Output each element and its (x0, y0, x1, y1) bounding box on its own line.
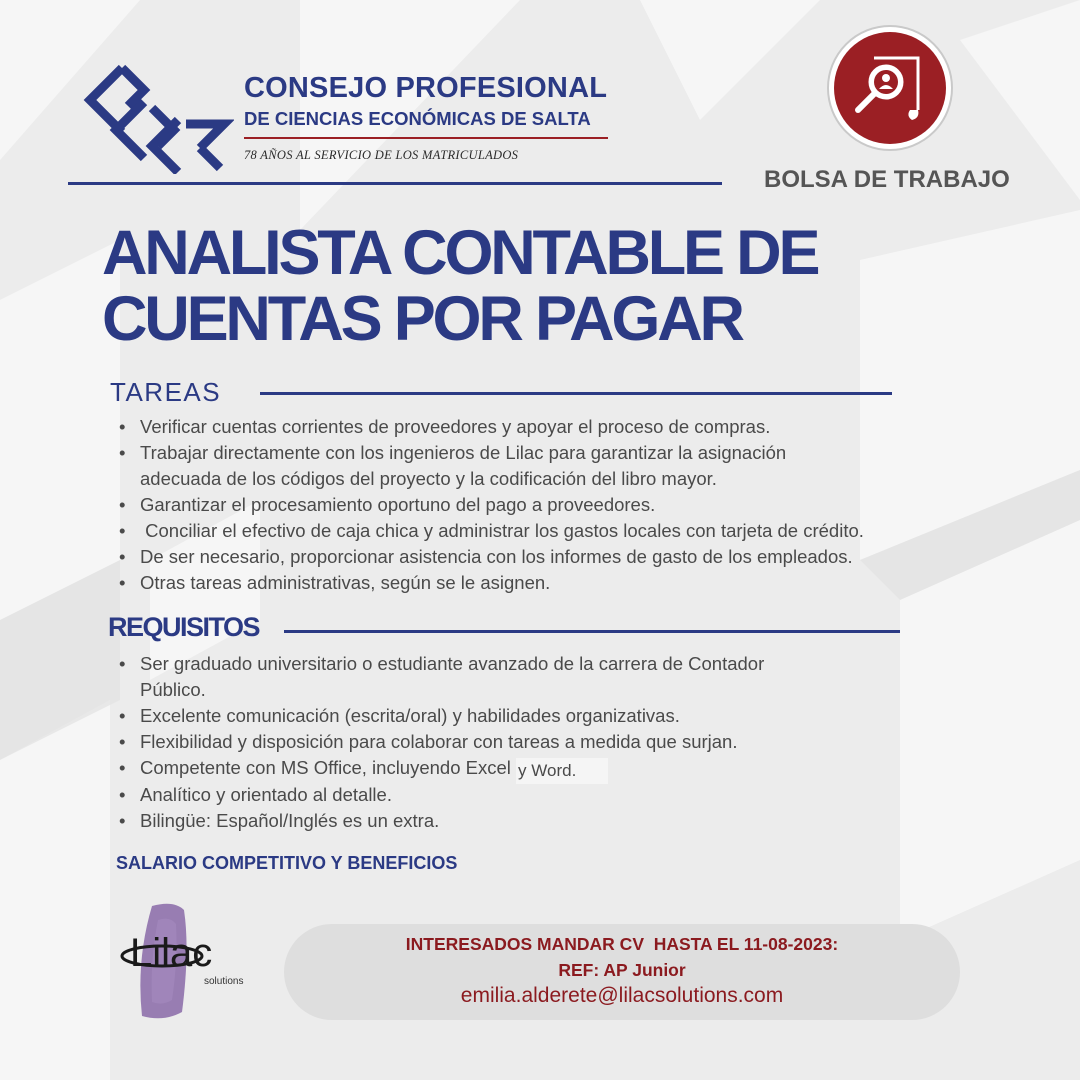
org-divider (244, 137, 608, 139)
org-title: CONSEJO PROFESIONAL (244, 72, 608, 104)
job-title-line: ANALISTA CONTABLE DE (102, 218, 818, 288)
search-person-icon (826, 24, 954, 152)
tasks-heading: TAREAS (110, 377, 222, 407)
tasks-divider (260, 392, 892, 395)
lilac-logo-tagline: solutions (204, 976, 244, 987)
lilac-logo (118, 900, 268, 1024)
tasks-list (118, 414, 864, 596)
org-tagline: 78 AÑOS AL SERVICIO DE LOS MATRICULADOS (244, 148, 519, 162)
list-item: • Garantizar el procesamiento oportuno del pago a proveedores. (118, 492, 864, 518)
job-board-label: BOLSA DE TRABAJO (764, 166, 1010, 193)
lilac-logo-text: Lilac (130, 931, 213, 975)
requirements-heading: REQUISITOS (108, 612, 260, 642)
contact-email-link[interactable]: emilia.alderete@lilacsolutions.com (460, 984, 784, 1007)
list-item: • Analítico y orientado al detalle. (118, 782, 764, 808)
list-item: • De ser necesario, proporcionar asistencia con los informes de gasto de los empleados. (118, 544, 864, 570)
org-subtitle: DE CIENCIAS ECONÓMICAS DE SALTA (244, 108, 591, 129)
list-item: • Trabajar directamente con los ingenieros de Lilac para garantizar la asignación adecuada de los códigos del proyecto y la codificación del libro mayor. (118, 440, 864, 492)
list-item: • Otras tareas administrativas, según se le asignen. (118, 570, 864, 596)
word-patch: y Word. (516, 758, 608, 784)
contact-reference: REF: AP Junior (558, 960, 686, 980)
job-title-line: CUENTAS POR PAGAR (102, 284, 742, 354)
cpce-logo-icon (82, 62, 234, 174)
contact-deadline: INTERESADOS MANDAR CV HASTA EL 11-08-2023: (405, 934, 839, 954)
requirements-list (118, 651, 764, 834)
contact-box (284, 924, 960, 1020)
job-title (102, 220, 817, 352)
header-divider (68, 182, 722, 185)
list-item: • Flexibilidad y disposición para colaborar con tareas a medida que surjan. (118, 729, 764, 755)
list-item: • Verificar cuentas corrientes de proveedores y apoyar el proceso de compras. (118, 414, 864, 440)
list-item: • Competente con MS Office, incluyendo Excel y Word. (118, 755, 764, 782)
requirements-divider (284, 630, 900, 633)
salary-note: SALARIO COMPETITIVO Y BENEFICIOS (116, 853, 458, 873)
list-item: • Ser graduado universitario o estudiante avanzado de la carrera de Contador Público. (118, 651, 764, 703)
list-item: • Conciliar el efectivo de caja chica y administrar los gastos locales con tarjeta de crédito. (118, 518, 864, 544)
list-item: • Bilingüe: Español/Inglés es un extra. (118, 808, 764, 834)
list-item: • Excelente comunicación (escrita/oral) y habilidades organizativas. (118, 703, 764, 729)
